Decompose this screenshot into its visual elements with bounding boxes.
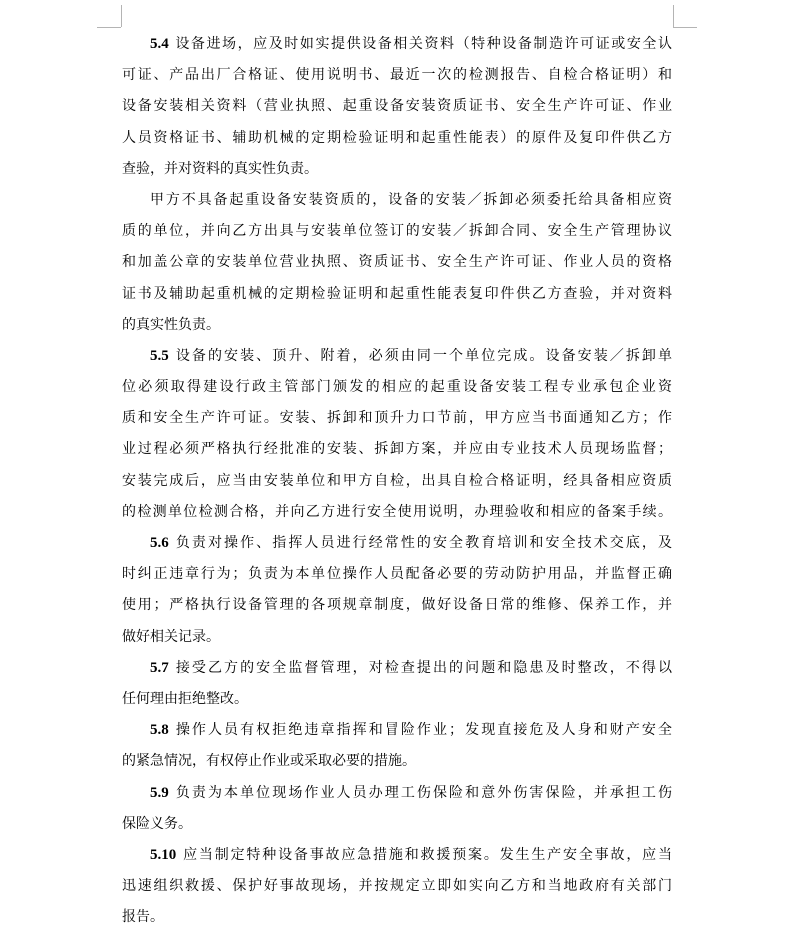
line-text: 设备的安装、顶升、附着，必须由同一个单位完成。设备安装／拆卸单 — [173, 347, 672, 364]
paragraph-line: 位必须取得建设行政主管部门颁发的相应的起重设备安装工程专业承包企业资 — [122, 379, 672, 396]
crop-mark-top-right-vertical — [673, 5, 674, 27]
crop-mark-top-right-horizontal — [673, 27, 697, 28]
line-text: 设备进场，应及时如实提供设备相关资料（特种设备制造许可证或安全认 — [173, 36, 672, 52]
line-text: 应当制定特种设备事故应急措施和救援预案。发生生产安全事故，应当 — [181, 846, 672, 863]
clause-number: 5.7 — [150, 659, 169, 676]
paragraph-line: 可证、产品出厂合格证、使用说明书、最近一次的检测报告、自检合格证明）和 — [122, 67, 672, 84]
paragraph-line: 证书及辅助起重机械的定期检验证明和起重性能表复印件供乙方查验，并对资料 — [122, 285, 672, 302]
paragraph-line: 设备安装相关资料（营业执照、起重设备安装资质证书、安全生产许可证、作业 — [122, 98, 672, 115]
paragraph-line: 质和安全生产许可证。安装、拆卸和顶升力口节前，甲方应当书面通知乙方；作 — [122, 410, 672, 427]
crop-mark-top-left-horizontal — [97, 27, 121, 28]
clause-number: 5.5 — [150, 347, 169, 364]
paragraph-line: 和加盖公章的安装单位营业执照、资质证书、安全生产许可证、作业人员的资格 — [122, 254, 672, 271]
paragraph-line: 任何理由拒绝整改。 — [122, 690, 248, 707]
paragraph-line: 保险义务。 — [122, 815, 192, 832]
paragraph-line: 时纠正违章行为；负责为本单位操作人员配备必要的劳动防护用品，并监督正确 — [122, 566, 672, 583]
paragraph-5-6 — [122, 528, 672, 653]
line-text: 负责对操作、指挥人员进行经常性的安全教育培训和安全技术交底，及 — [173, 535, 672, 551]
paragraph-line — [122, 778, 672, 809]
paragraph-line: 做好相关记录。 — [122, 628, 220, 645]
line-text: 操作人员有权拒绝违章指挥和冒险作业；发现直接危及人身和财产安全 — [173, 722, 672, 739]
paragraph-5-9 — [122, 778, 672, 840]
paragraph-5-8 — [122, 715, 672, 777]
paragraph-line: 人员资格证书、辅助机械的定期检验证明和起重性能表）的原件及复印件供乙方 — [122, 129, 672, 146]
paragraph-line — [122, 341, 672, 372]
paragraph-5-5 — [122, 341, 672, 528]
document-body — [122, 29, 672, 933]
clause-number: 5.9 — [150, 784, 169, 801]
paragraph-party-a — [122, 185, 672, 341]
paragraph-5-10 — [122, 840, 672, 934]
clause-number: 5.4 — [150, 36, 169, 52]
paragraph-line: 甲方不具备起重设备安装资质的，设备的安装／拆卸必须委托给具备相应资 — [150, 191, 672, 208]
clause-number: 5.8 — [150, 722, 169, 739]
paragraph-line: 业过程必须严格执行经批准的安装、拆卸方案，并应由专业技术人员现场监督； — [122, 441, 672, 458]
line-text: 接受乙方的安全监督管理，对检查提出的问题和隐患及时整改，不得以 — [173, 659, 672, 676]
paragraph-5-4 — [122, 29, 672, 185]
line-text: 负责为本单位现场作业人员办理工伤保险和意外伤害保险，并承担工伤 — [173, 784, 672, 801]
paragraph-line — [122, 653, 672, 684]
paragraph-line: 质的单位，并向乙方出具与安装单位签订的安装／拆卸合同、安全生产管理协议 — [122, 223, 672, 240]
paragraph-line — [122, 715, 672, 746]
paragraph-line: 安装完成后，应当由安装单位和甲方自检，出具自检合格证明，经具备相应资质 — [122, 472, 672, 489]
paragraph-line — [122, 29, 672, 60]
paragraph-line: 使用；严格执行设备管理的各项规章制度，做好设备日常的维修、保养工作，并 — [122, 597, 672, 614]
paragraph-line: 的紧急情况，有权停止作业或采取必要的措施。 — [122, 753, 416, 770]
paragraph-line: 报告。 — [122, 909, 164, 926]
paragraph-line: 的真实性负责。 — [122, 316, 220, 333]
crop-mark-top-left-vertical — [121, 5, 122, 27]
paragraph-line: 查验，并对资料的真实性负责。 — [122, 160, 318, 177]
paragraph-5-7 — [122, 653, 672, 715]
paragraph-line — [122, 528, 672, 559]
paragraph-line: 迅速组织救援、保护好事故现场，并按规定立即如实向乙方和当地政府有关部门 — [122, 878, 672, 895]
clause-number: 5.10 — [150, 846, 177, 863]
paragraph-line — [122, 840, 672, 871]
clause-number: 5.6 — [150, 535, 169, 551]
paragraph-line: 的检测单位检测合格，并向乙方进行安全使用说明，办理验收和相应的备案手续。 — [122, 503, 672, 520]
